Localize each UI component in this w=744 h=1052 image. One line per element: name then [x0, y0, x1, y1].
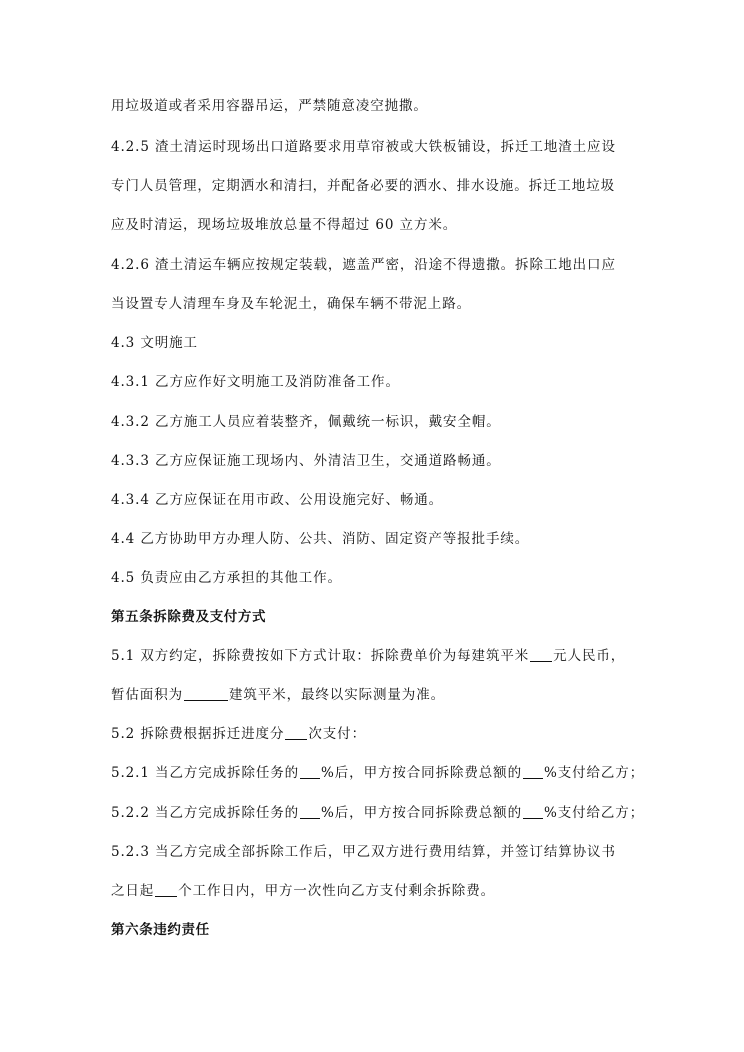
percent-blank[interactable] [300, 764, 320, 779]
clause-5-1 [111, 646, 641, 666]
clause-text: 5.2.1 当乙方完成拆除任务的 [111, 765, 300, 781]
clause-text: 之日起 [111, 883, 155, 899]
clause-4-4: 4.4 乙方协助甲方办理人防、公共、消防、固定资产等报批手续。 [111, 531, 530, 547]
article-6-heading: 第六条违约责任 [111, 922, 210, 938]
days-blank[interactable] [155, 882, 177, 897]
clause-5-2-1 [111, 763, 645, 783]
clause-text: %支付给乙方； [543, 765, 645, 781]
text-line: 专门人员管理，定期洒水和清扫，并配备必要的洒水、排水设施。拆迁工地垃圾 [111, 178, 615, 194]
clause-5-1-cont [111, 685, 641, 705]
clause-text: 个工作日内，甲方一次性向乙方支付剩余拆除费。 [178, 883, 496, 899]
clause-4-3-3: 4.3.3 乙方应保证施工现场内、外清洁卫生，交通道路畅通。 [111, 453, 501, 469]
clause-text: 5.2 拆除费根据拆迁进度分 [111, 726, 285, 742]
text-line: 应及时清运，现场垃圾堆放总量不得超过 60 立方米。 [111, 217, 458, 233]
clause-4-5: 4.5 负责应由乙方承担的其他工作。 [111, 570, 342, 586]
clause-text: 建筑平米，最终以实际测量为准。 [229, 687, 445, 703]
text-line: 用垃圾道或者采用容器吊运，严禁随意凌空抛撒。 [111, 98, 428, 114]
installments-blank[interactable] [285, 725, 307, 740]
percent-blank[interactable] [523, 804, 543, 819]
clause-text: 暂估面积为 [111, 687, 183, 703]
clause-4-2-5: 4.2.5 渣土清运时现场出口道路要求用草帘被或大铁板铺设，拆迁工地渣土应设 [111, 139, 616, 155]
text-line: 当设置专人清理车身及车轮泥土，确保车辆不带泥上路。 [111, 296, 471, 312]
clause-text: 次支付： [308, 726, 366, 742]
clause-5-2 [111, 724, 641, 744]
clause-text: %后，甲方按合同拆除费总额的 [321, 765, 522, 781]
area-blank[interactable] [184, 686, 228, 701]
clause-4-3-2: 4.3.2 乙方施工人员应着装整齐，佩戴统一标识，戴安全帽。 [111, 414, 501, 430]
section-4-3-title: 4.3 文明施工 [111, 335, 198, 351]
article-5-heading: 第五条拆除费及支付方式 [111, 609, 267, 625]
clause-4-3-1: 4.3.1 乙方应作好文明施工及消防准备工作。 [111, 374, 400, 390]
percent-blank[interactable] [523, 764, 543, 779]
clause-4-2-6: 4.2.6 渣土清运车辆应按规定装载，遮盖严密，沿途不得遗撒。拆除工地出口应 [111, 257, 616, 273]
clause-text: %后，甲方按合同拆除费总额的 [321, 805, 522, 821]
clause-5-2-2 [111, 803, 645, 823]
clause-4-3-4: 4.3.4 乙方应保证在用市政、公用设施完好、畅通。 [111, 492, 444, 508]
clause-5-2-3: 5.2.3 当乙方完成全部拆除工作后，甲乙双方进行费用结算，并签订结算协议书 [111, 844, 616, 860]
unit-price-blank[interactable] [530, 647, 552, 662]
clause-text: 元人民币， [553, 648, 626, 664]
clause-5-2-3-cont [111, 881, 641, 901]
clause-text: %支付给乙方； [543, 805, 645, 821]
clause-text: 5.2.2 当乙方完成拆除任务的 [111, 805, 300, 821]
clause-text: 5.1 双方约定，拆除费按如下方式计取：拆除费单价为每建筑平米 [111, 648, 530, 664]
percent-blank[interactable] [300, 804, 320, 819]
